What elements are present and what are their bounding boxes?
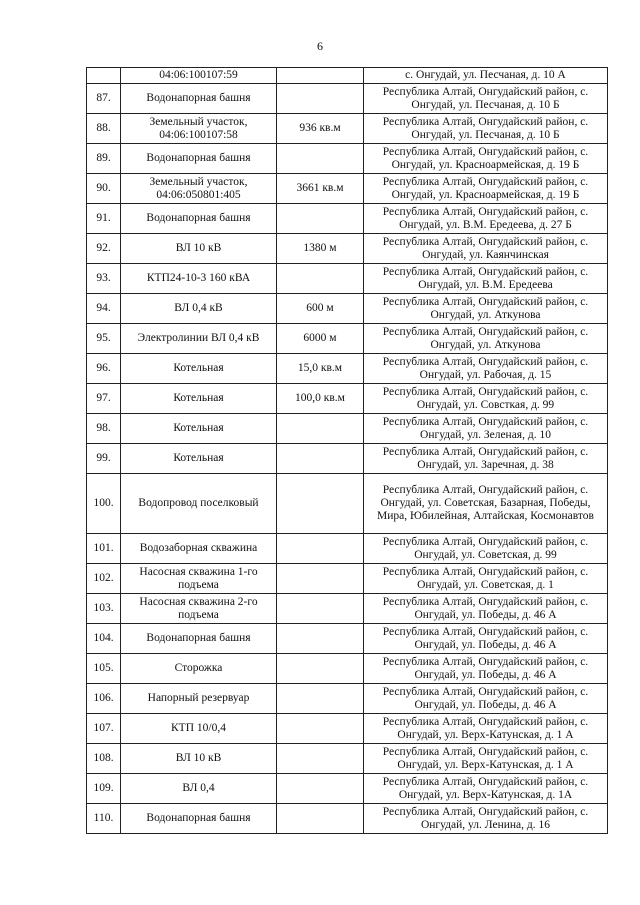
cell-name: Земельный участок, 04:06:100107:58	[121, 114, 277, 144]
cell-size: 936 кв.м	[277, 114, 364, 144]
cell-size	[277, 474, 364, 534]
cell-address: Республика Алтай, Онгудайский район, с. Онгудай, ул. Победы, д. 46 А	[364, 684, 608, 714]
table-row	[87, 174, 608, 204]
cell-address: Республика Алтай, Онгудайский район, с. Онгудай, ул. Победы, д. 46 А	[364, 654, 608, 684]
cell-address: Республика Алтай, Онгудайский район, с. Онгудай, ул. Песчаная, д. 10 Б	[364, 84, 608, 114]
cell-size	[277, 534, 364, 564]
table-row	[87, 774, 608, 804]
table-row	[87, 714, 608, 744]
cell-name: Земельный участок, 04:06:050801:405	[121, 174, 277, 204]
cell-address: Республика Алтай, Онгудайский район, с. Онгудай, ул. Советская, д. 99	[364, 534, 608, 564]
cell-num	[87, 68, 121, 84]
cell-address: Республика Алтай, Онгудайский район, с. Онгудай, ул. Верх-Катунская, д. 1 А	[364, 744, 608, 774]
cell-address: Республика Алтай, Онгудайский район, с. Онгудай, ул. Совсткая, д. 99	[364, 384, 608, 414]
table-row	[87, 264, 608, 294]
cell-name: Котельная	[121, 414, 277, 444]
cell-num: 109.	[87, 774, 121, 804]
cell-num: 102.	[87, 564, 121, 594]
cell-address: Республика Алтай, Онгудайский район, с. Онгудай, ул. Аткунова	[364, 294, 608, 324]
table-row	[87, 114, 608, 144]
cell-address: Республика Алтай, Онгудайский район, с. Онгудай, ул. Красноармейская, д. 19 Б	[364, 144, 608, 174]
cell-num: 98.	[87, 414, 121, 444]
table-row	[87, 144, 608, 174]
cell-name: Котельная	[121, 354, 277, 384]
cell-size	[277, 204, 364, 234]
table-row	[87, 804, 608, 834]
cell-num: 96.	[87, 354, 121, 384]
page-number: 6	[317, 39, 323, 53]
cell-size: 6000 м	[277, 324, 364, 354]
cell-address: Республика Алтай, Онгудайский район, с. Онгудай, ул. Рабочая, д. 15	[364, 354, 608, 384]
cell-size	[277, 144, 364, 174]
cell-name: ВЛ 0,4 кВ	[121, 294, 277, 324]
table-row	[87, 68, 608, 84]
cell-name: КТП 10/0,4	[121, 714, 277, 744]
cell-address: Республика Алтай, Онгудайский район, с. Онгудай, ул. Победы, д. 46 А	[364, 594, 608, 624]
cell-address: Республика Алтай, Онгудайский район, с. Онгудай, ул. Песчаная, д. 10 Б	[364, 114, 608, 144]
cell-name: Водонапорная башня	[121, 84, 277, 114]
cell-name: Водонапорная башня	[121, 804, 277, 834]
cell-num: 101.	[87, 534, 121, 564]
cell-name: 04:06:100107:59	[121, 68, 277, 84]
cell-size	[277, 744, 364, 774]
cell-name: Котельная	[121, 384, 277, 414]
cell-num: 90.	[87, 174, 121, 204]
cell-name: ВЛ 10 кВ	[121, 744, 277, 774]
cell-num: 95.	[87, 324, 121, 354]
table-row	[87, 444, 608, 474]
cell-num: 97.	[87, 384, 121, 414]
cell-address: Республика Алтай, Онгудайский район, с. Онгудай, ул. Красноармейская, д. 19 Б	[364, 174, 608, 204]
cell-name: Насосная скважина 1-го подъема	[121, 564, 277, 594]
cell-num: 94.	[87, 294, 121, 324]
cell-size	[277, 684, 364, 714]
table-row	[87, 744, 608, 774]
cell-num: 87.	[87, 84, 121, 114]
cell-size: 100,0 кв.м	[277, 384, 364, 414]
table-row	[87, 474, 608, 534]
cell-address: Республика Алтай, Онгудайский район, с. Онгудай, ул. Советская, д. 1	[364, 564, 608, 594]
cell-num: 93.	[87, 264, 121, 294]
cell-name: Котельная	[121, 444, 277, 474]
cell-size	[277, 564, 364, 594]
table-row	[87, 414, 608, 444]
cell-size	[277, 84, 364, 114]
cell-address: Республика Алтай, Онгудайский район, с. Онгудай, ул. Зеленая, д. 10	[364, 414, 608, 444]
cell-name: Водонапорная башня	[121, 204, 277, 234]
table-row	[87, 654, 608, 684]
cell-name: Водонапорная башня	[121, 624, 277, 654]
cell-address: с. Онгудай, ул. Песчаная, д. 10 А	[364, 68, 608, 84]
table-row	[87, 624, 608, 654]
cell-name: КТП24-10-3 160 кВА	[121, 264, 277, 294]
table-row	[87, 534, 608, 564]
cell-address: Республика Алтай, Онгудайский район, с. Онгудай, ул. В.М. Ередеева, д. 27 Б	[364, 204, 608, 234]
cell-size: 600 м	[277, 294, 364, 324]
cell-address: Республика Алтай, Онгудайский район, с. Онгудай, ул. Аткунова	[364, 324, 608, 354]
cell-size	[277, 804, 364, 834]
cell-name: ВЛ 10 кВ	[121, 234, 277, 264]
cell-num: 106.	[87, 684, 121, 714]
cell-size	[277, 774, 364, 804]
cell-address: Республика Алтай, Онгудайский район, с. Онгудай, ул. Каянчинская	[364, 234, 608, 264]
cell-size	[277, 414, 364, 444]
cell-num: 103.	[87, 594, 121, 624]
cell-size	[277, 624, 364, 654]
cell-size: 15,0 кв.м	[277, 354, 364, 384]
cell-address: Республика Алтай, Онгудайский район, с. Онгудай, ул. В.М. Ередеева	[364, 264, 608, 294]
cell-name: Водозаборная скважина	[121, 534, 277, 564]
cell-size	[277, 594, 364, 624]
cell-name: Электролинии ВЛ 0,4 кВ	[121, 324, 277, 354]
table-row	[87, 684, 608, 714]
cell-num: 91.	[87, 204, 121, 234]
cell-num: 100.	[87, 474, 121, 534]
cell-size	[277, 714, 364, 744]
table-row	[87, 324, 608, 354]
cell-address: Республика Алтай, Онгудайский район, с. Онгудай, ул. Ленина, д. 16	[364, 804, 608, 834]
cell-name: Насосная скважина 2-го подъема	[121, 594, 277, 624]
cell-num: 107.	[87, 714, 121, 744]
cell-num: 104.	[87, 624, 121, 654]
cell-address: Республика Алтай, Онгудайский район, с. Онгудай, ул. Победы, д. 46 А	[364, 624, 608, 654]
cell-name: Напорный резервуар	[121, 684, 277, 714]
cell-size: 1380 м	[277, 234, 364, 264]
table-row	[87, 204, 608, 234]
cell-size	[277, 68, 364, 84]
cell-num: 88.	[87, 114, 121, 144]
table-row	[87, 384, 608, 414]
property-table	[86, 67, 608, 834]
cell-size	[277, 444, 364, 474]
cell-num: 89.	[87, 144, 121, 174]
cell-address: Республика Алтай, Онгудайский район, с. Онгудай, ул. Заречная, д. 38	[364, 444, 608, 474]
cell-num: 110.	[87, 804, 121, 834]
table-row	[87, 234, 608, 264]
cell-name: ВЛ 0,4	[121, 774, 277, 804]
cell-size: 3661 кв.м	[277, 174, 364, 204]
cell-address: Республика Алтай, Онгудайский район, с. Онгудай, ул. Советская, Базарная, Победы, Мира, Юбилейная, Алтайская, Космонавтов	[364, 474, 608, 534]
cell-num: 108.	[87, 744, 121, 774]
cell-address: Республика Алтай, Онгудайский район, с. Онгудай, ул. Верх-Катунская, д. 1 А	[364, 714, 608, 744]
table-row	[87, 294, 608, 324]
table-row	[87, 84, 608, 114]
cell-num: 99.	[87, 444, 121, 474]
table-row	[87, 354, 608, 384]
cell-size	[277, 264, 364, 294]
table-row	[87, 594, 608, 624]
cell-num: 92.	[87, 234, 121, 264]
cell-name: Водопровод поселковый	[121, 474, 277, 534]
cell-address: Республика Алтай, Онгудайский район, с. Онгудай, ул. Верх-Катунская, д. 1А	[364, 774, 608, 804]
cell-name: Водонапорная башня	[121, 144, 277, 174]
cell-num: 105.	[87, 654, 121, 684]
cell-name: Сторожка	[121, 654, 277, 684]
cell-size	[277, 654, 364, 684]
table-row	[87, 564, 608, 594]
